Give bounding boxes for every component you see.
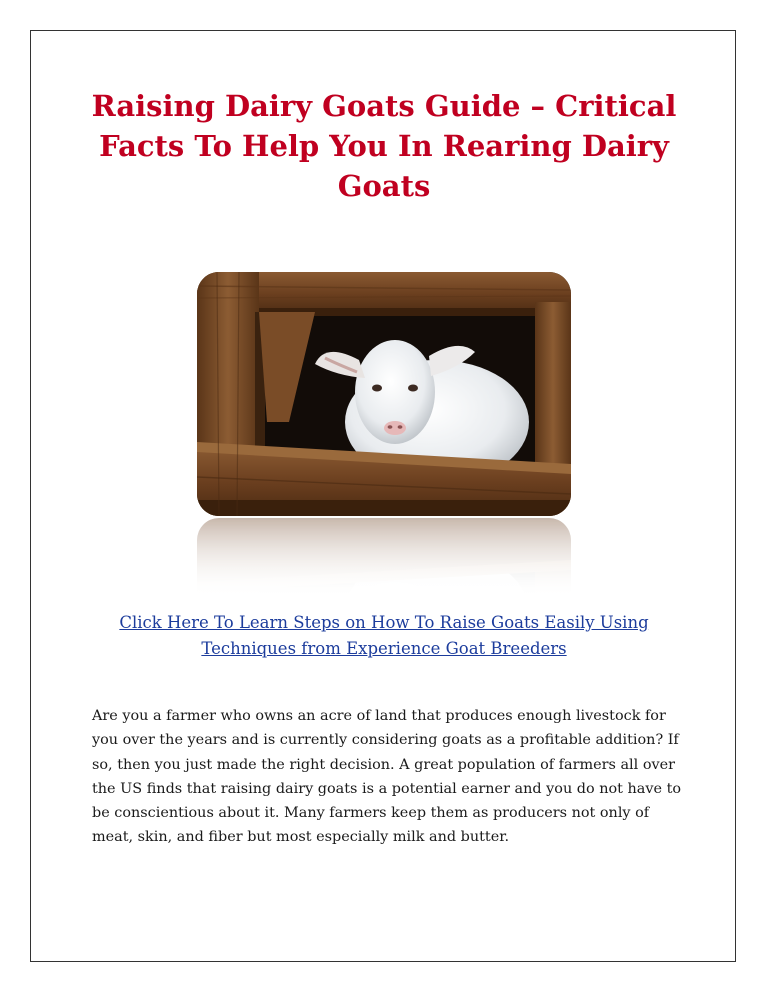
body-paragraph: Are you a farmer who owns an acre of land that produces enough livestock for you over the years and is currently considering goats as a profitable addition? If so, then you just made the right decision. A great population of farmers all over the US finds that raising dairy goats is a potential earner and you do not have to be conscientious about it. Many farmers keep them as producers not only of meat, skin, and fiber but most especially milk and butter. xyxy=(92,708,682,846)
document-title: Raising Dairy Goats Guide – Critical Facts To Help You In Rearing Dairy Goats xyxy=(91,89,677,203)
goat-photo-figure xyxy=(197,272,571,600)
learn-more-link[interactable]: Click Here To Learn Steps on How To Raise Goats Easily Using Techniques from Experience Goat Breeders xyxy=(119,613,649,658)
reflection-fade xyxy=(197,518,571,600)
goat-photo xyxy=(197,272,571,516)
